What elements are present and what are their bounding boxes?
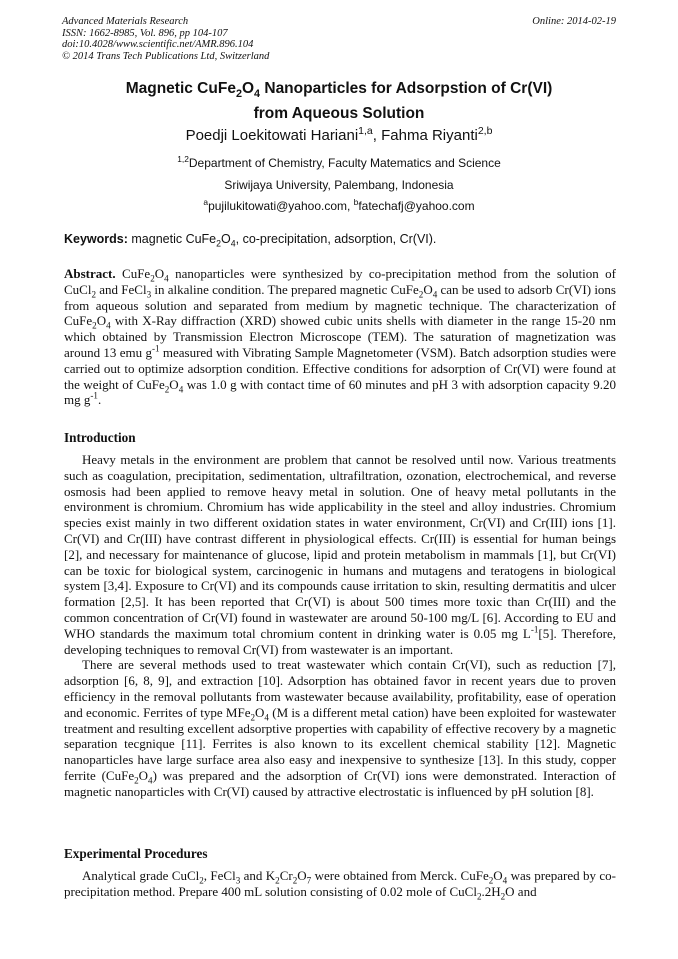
- paper-title-line2: from Aqueous Solution: [253, 105, 425, 122]
- experimental-body: Analytical grade CuCl$_2$, FeCl$_3$ and $K_2Cr_2O_7$ were obtained from Merck. $CuFe_2O_4$ was prepared by co-precipitation method. Prepare 400 mL solution consisting of 0.02 mole of $CuCl_2.2H_2O$ and: [64, 868, 617, 902]
- doi-line: doi:10.4028/www.scientific.net/AMR.896.104: [62, 39, 254, 51]
- author-2: Fahma Riyanti: [381, 127, 478, 144]
- abstract: Abstract. $CuFe_2O_4$ nanoparticles were synthesized by co-precipitation method from the solution of CuCl$_2$ and FeCl$_3$ in alkaline condition. The prepared magnetic $CuFe_2O_4$ can be used to adsorb Cr(VI) ions from aqueous solution and separated from medium by magnetic technique. The characterization of $CuFe_2O_4$ with X-Ray diffraction (XRD) showed cubic units shells with diameter in the range 15-20 nm which obtained by Transmission Electron Microscope (TEM). The saturation of magnetization was around 13 emu $g^{-1}$ measured with Vibrating Sample Magnetometer (VSM). Batch adsorption studies were carried out to optimize adsorption condition. Effective conditions for adsorption of Cr(VI) were found at the weight of $CuFe_2O_4$ was 1.0 g with contact time of 60 minutes and pH 3 with adsorption capacity 9.20 mg $g^{-1}$.: [64, 266, 617, 408]
- running-header: [62, 16, 616, 62]
- introduction-body: [64, 452, 616, 800]
- online-date: Online: 2014-02-19: [532, 16, 616, 27]
- copyright-line: © 2014 Trans Tech Publications Ltd, Switzerland: [62, 50, 270, 62]
- affiliation-line2: Sriwijaya University, Palembang, Indonesia: [224, 178, 454, 192]
- author-emails: $^a$pujilukitowati@yahoo.com, $^b$fatechafj@yahoo.com: [203, 197, 475, 213]
- author-1: Poedji Loekitowati Hariani: [185, 127, 359, 144]
- keywords: Keywords: magnetic $CuFe_2O_4$, co-precipitation, adsorption, Cr(VI).: [64, 232, 437, 249]
- affiliation-line1: $^{1,2}$Department of Chemistry, Faculty Matematics and Science: [177, 154, 501, 170]
- intro-paragraph-1: Heavy metals in the environment are problem that cannot be resolved until now. Various treatments such as coagulation, precipitation, sedimentation, ultrafiltration, ozonation, electrochemical, and reverse osmosis had been applied to remove heavy metal in solution. One of heavy metal pollutants in the environment is chromium. Chromium has wide applicability in the steel and alloy industries. Chromium species exist mainly in two different oxidation states in water environment, Cr(VI) and Cr(III) ions [1]. Cr(VI) and Cr(III) have contrast different in physiological effects. Cr(III) is essential for human beings [2], and necessary for maintenance of glucose, lipid and protein metabolism in mammals [1], but Cr(VI) can be toxic for biological system, carcinogenic in humans and mutagens and teratogens in biological system [3,4]. Exposure to Cr(VI) and its compounds cause irritation to skin, resulting dermatitis and ulcer formation [2,5]. It has been reported that Cr(VI) is about 500 times more toxic than Cr(III) and the common concentration of Cr(VI) found in wastewater are around 50-100 mg/L [6]. According to EU and WHO standards the maximum total chromium content in drinking water is 0.05 mg $L^{-1}[5]$. Therefore, developing techniques to removal Cr(VI) from wastewater is an important.: [64, 452, 616, 657]
- author-list: Poedji Loekitowati Hariani$^{1,a}$, Fahma Riyanti$^{2,b}$: [185, 125, 493, 144]
- intro-paragraph-2: There are several methods used to treat wastewater which contain Cr(VI), such as reduction [7], adsorption [6, 8, 9], and extraction [10]. Adsorption has obtained favor in recent years due to proven efficiency in the removal pollutants from wastewater because availability, profitability, ease of operation and economic. Ferrites of type $MFe_2O_4$ (M is a different metal cation) have been exploited for wastewater treatment and resulting excellent adsorptive properties with capability of effective recovery by a magnetic separation tecgnique [11]. Ferrites is also known to its excellent chemical stability [12]. Magnetic nanoparticles have large surface area also easy and inexpensive to synthesize [13]. In this study, copper ferrite $(CuFe_2O_4)$ was prepared and the adsorption of Cr(VI) ions were demonstrated. Interaction of magnetic nanoparticles with Cr(VI) caused by attractive electrostatic is influenced by pH solution [8].: [64, 657, 616, 799]
- paper-title-line1: Magnetic $CuFe_2O_4$ Nanoparticles for Adsorpstion of Cr(VI): [125, 80, 553, 101]
- journal-name: Advanced Materials Research: [62, 16, 189, 27]
- experimental-heading: Experimental Procedures: [64, 846, 208, 861]
- issn-line: ISSN: 1662-8985, Vol. 896, pp 104-107: [62, 27, 228, 39]
- introduction-heading: Introduction: [64, 430, 136, 445]
